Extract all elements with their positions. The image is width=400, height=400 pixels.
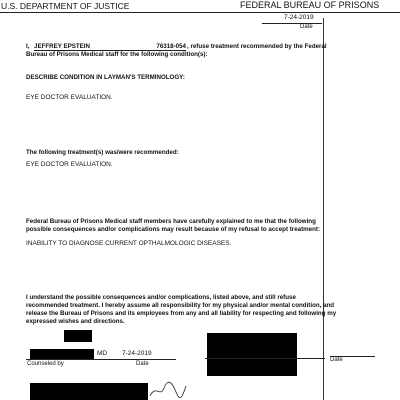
patient-signature-rule — [205, 358, 325, 359]
condition-heading: DESCRIBE CONDITION IN LAYMAN'S TERMINOLOGY: — [26, 74, 185, 81]
top-date-label: Date — [300, 24, 313, 30]
consequences-value: INABILITY TO DIAGNOSE CURRENT OPTHALMOLOGIC DISEASES. — [26, 240, 232, 247]
consequences-line1: Federal Bureau of Prisons Medical staff members have carefully explained to me that the following — [26, 218, 316, 225]
refusal-text-line2: Bureau of Prisons Medical staff for the following condition(s): — [26, 51, 208, 58]
counselor-signature-rule — [26, 359, 176, 360]
agency-name: U.S. DEPARTMENT OF JUSTICE — [1, 1, 130, 11]
header-rule — [0, 12, 400, 13]
consequences-line2: possible consequences and/or complications may result because of my refusal to accept treatment: — [26, 226, 320, 233]
scan-artifact-line — [323, 18, 324, 400]
refusal-text-line1: , refuse treatment recommended by the Federal — [187, 43, 327, 50]
patient-name: JEFFREY EPSTEIN — [34, 43, 146, 51]
date-label-left: Date — [136, 361, 149, 367]
counselor-name-redaction — [30, 349, 94, 359]
top-date-rule — [262, 23, 322, 24]
top-date-value: 7-24-2019 — [284, 14, 314, 21]
counselor-date-value: 7-24-2019 — [122, 350, 152, 357]
statement-line2: recommended treatment. I hereby assume all responsibility for my physical and/or mental condition, and — [26, 302, 335, 309]
condition-value: EYE DOCTOR EVALUATION. — [26, 94, 113, 101]
counseled-by-label: Counseled by — [27, 361, 64, 367]
witness-name-redaction — [30, 383, 148, 400]
counselor-credential: MD — [97, 350, 108, 357]
date-label-right: Date — [330, 357, 343, 363]
treatment-heading: The following treatment(s) was/were recommended: — [26, 149, 179, 156]
patient-date-rule — [330, 356, 375, 357]
treatment-value: EYE DOCTOR EVALUATION. — [26, 161, 113, 168]
handwritten-scribble — [148, 380, 188, 400]
patient-signature-redaction — [207, 333, 297, 376]
statement-line3: release the Bureau of Prisons and its employees from any and all liability for respecting and following my — [26, 310, 337, 317]
refusal-prefix: I, — [26, 43, 30, 50]
statement-line4: expressed wishes and directions. — [26, 318, 125, 325]
register-number: 76318-054 — [146, 43, 186, 51]
statement-line1: I understand the possible consequences and/or complications, listed above, and still refuse — [26, 294, 296, 301]
bureau-name: FEDERAL BUREAU OF PRISONS — [240, 0, 380, 10]
redaction-box — [64, 330, 92, 342]
